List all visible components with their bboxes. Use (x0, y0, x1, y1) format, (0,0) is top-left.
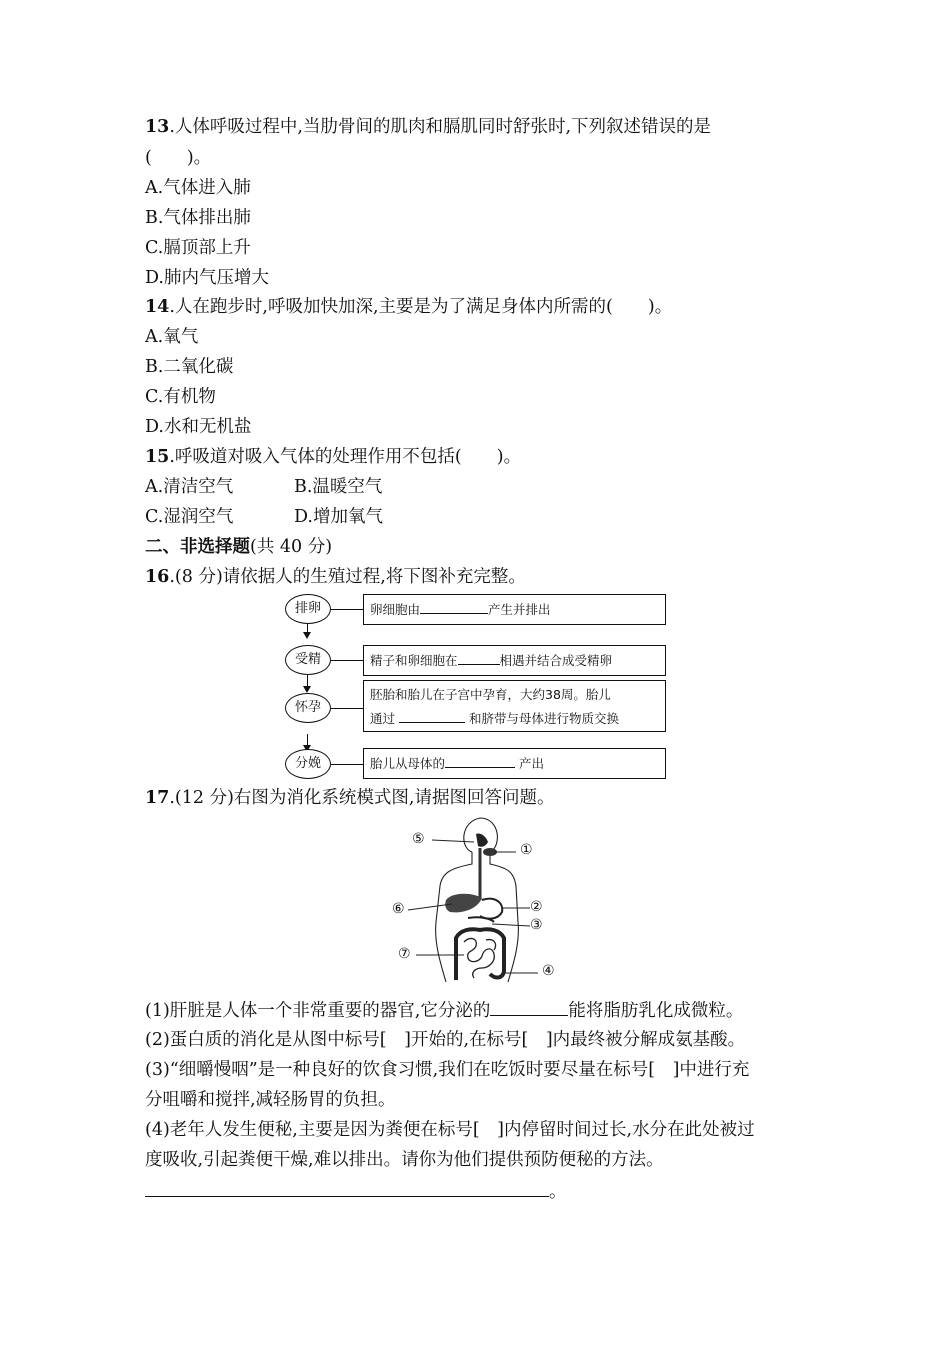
flow-link (331, 609, 363, 610)
label-3: ③ (530, 917, 543, 933)
section-title: 二、非选择题(共 40 分) (145, 537, 333, 557)
q16-stem: 16.(8 分)请依据人的生殖过程,将下图补充完整。 (145, 567, 526, 587)
q14-option-d: D.水和无机盐 (145, 417, 252, 437)
stage-box-fertilization: 精子和卵细胞在 相遇并结合成受精卵 (363, 645, 666, 676)
answer-blank[interactable] (490, 999, 568, 1016)
stage-oval-ovulation: 排卵 (285, 594, 331, 624)
stage-box-delivery: 胎儿从母体的 产出 (363, 748, 666, 779)
q15-option-b: B.温暖空气 (294, 477, 383, 497)
q13-option-c: C.膈顶部上升 (145, 238, 251, 258)
q14-option-c: C.有机物 (145, 387, 216, 407)
q14-stem: 14.人在跑步时,呼吸加快加深,主要是为了满足身体内所需的( )。 (145, 297, 673, 317)
pregnancy-text-line2: 通过 和脐带与母体进行物质交换 (370, 711, 619, 726)
q17-answer-line: 。 (145, 1180, 567, 1203)
answer-blank[interactable] (145, 1180, 549, 1197)
stage-oval-delivery: 分娩 (285, 749, 331, 779)
q13-option-d: D.肺内气压增大 (145, 268, 269, 288)
label-1: ① (520, 842, 533, 858)
q17-part2: (2)蛋白质的消化是从图中标号[ ]开始的,在标号[ ]内最终被分解成氨基酸。 (145, 1030, 746, 1050)
q17-part3-line1: (3)“细嚼慢咽”是一种良好的饮食习惯,我们在吃饭时要尽量在标号[ ]中进行充 (145, 1060, 750, 1080)
q13-stem: 13.人体呼吸过程中,当肋骨间的肌肉和膈肌同时舒张时,下列叙述错误的是 (145, 117, 712, 137)
answer-blank[interactable] (445, 755, 515, 768)
digestive-system-figure (390, 812, 570, 990)
q15-stem: 15.呼吸道对吸入气体的处理作用不包括( )。 (145, 447, 522, 467)
q17-stem: 17.(12 分)右图为消化系统模式图,请据图回答问题。 (145, 788, 555, 808)
q17-part1: (1)肝脏是人体一个非常重要的器官,它分泌的 能将脂肪乳化成微粒。 (145, 1001, 744, 1021)
label-4: ④ (542, 963, 555, 979)
q13-option-a: A.气体进入肺 (145, 178, 251, 198)
arrow-down-icon (303, 686, 311, 693)
reproduction-flowchart (285, 592, 670, 780)
q15-option-d: D.增加氧气 (294, 507, 383, 527)
q15-option-a: A.清洁空气 (145, 477, 234, 497)
label-5: ⑤ (412, 831, 425, 847)
stage-oval-fertilization: 受精 (285, 645, 331, 675)
flow-link (331, 660, 363, 661)
answer-blank[interactable] (399, 710, 465, 723)
q15-option-c: C.湿润空气 (145, 507, 234, 527)
stage-oval-pregnancy: 怀孕 (285, 693, 331, 723)
q14-option-a: A.氧气 (145, 327, 199, 347)
label-6: ⑥ (392, 901, 405, 917)
pregnancy-text-line1: 胚胎和胎儿在子宫中孕育，大约38周。胎儿 (370, 687, 611, 702)
label-7: ⑦ (398, 946, 411, 962)
q17-part3-line2: 分咀嚼和搅拌,减轻肠胃的负担。 (145, 1090, 396, 1110)
stage-box-pregnancy (363, 680, 666, 732)
q14-option-b: B.二氧化碳 (145, 357, 234, 377)
stage-box-ovulation: 卵细胞由 产生并排出 (363, 594, 666, 625)
answer-blank[interactable] (420, 601, 488, 614)
flow-link (331, 764, 363, 765)
q13-option-b: B.气体排出肺 (145, 208, 251, 228)
label-2: ② (530, 899, 543, 915)
flow-link (331, 708, 363, 709)
q17-part4-line1: (4)老年人发生便秘,主要是因为粪便在标号[ ]内停留时间过长,水分在此处被过 (145, 1120, 755, 1140)
arrow-down-icon (303, 632, 311, 639)
answer-blank[interactable] (458, 652, 500, 665)
q13-bracket: ( )。 (145, 148, 212, 168)
q17-part4-line2: 度吸收,引起粪便干燥,难以排出。请你为他们提供预防便秘的方法。 (145, 1150, 664, 1170)
